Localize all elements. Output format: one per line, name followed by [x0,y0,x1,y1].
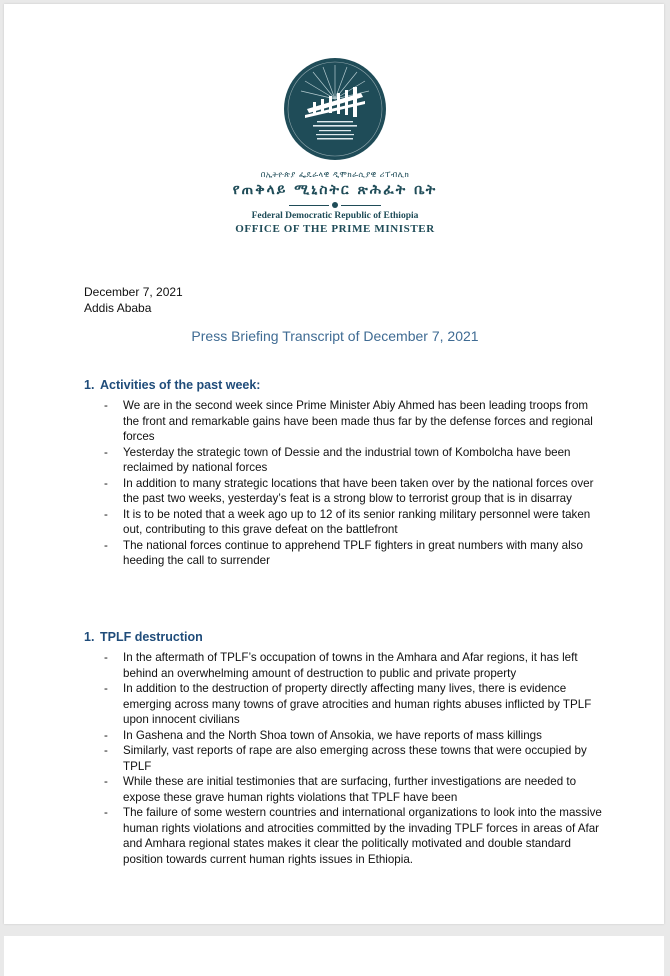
bullet-list [84,398,604,569]
letterhead [0,170,670,235]
section-title: TPLF destruction [100,630,203,644]
list-item: - In addition to the destruction of property directly affecting many lives, there is evidence emerging across many towns of grave atrocities and human rights abuses inflicted by TPLF upon innocent civilians [104,682,592,726]
section-tplf-destruction [84,630,604,867]
letterhead-amharic-line2: የጠቅላይ ሚኒስትር ጽሕፈት ቤት [232,182,438,198]
letterhead-amharic-line1: በኢትዮጵያ ፌዴራላዊ ዲሞክራሲያዊ ሪፐብሊክ [260,170,410,179]
section-number: 1. [84,378,95,392]
list-item: - The failure of some western countries and international organizations to look into the massive human rights violations and atrocities committed by the invading TPLF forces in areas of Afar and Amhara regional states makes it clear the politically motivated and double standard position towards current human rights issues in Ethiopia. [104,806,602,866]
date-block [84,284,183,316]
document-place: Addis Ababa [84,301,152,315]
list-item: - In Gashena and the North Shoa town of Ansokia, we have reports of mass killings [104,728,542,742]
letterhead-country: Federal Democratic Republic of Ethiopia [251,211,419,221]
list-item: - Similarly, vast reports of rape are also emerging across these towns that were occupied by TPLF [104,744,587,773]
next-page-edge [4,936,664,976]
section-heading [84,378,604,392]
section-activities [84,378,604,569]
list-item: - Yesterday the strategic town of Dessie and the industrial town of Kombolcha have been reclaimed by national forces [104,445,571,474]
letterhead-ornament [289,201,381,209]
list-item: - We are in the second week since Prime Minister Abiy Ahmed has been leading troops from the front and remarkable gains have been made thus far by the defense forces and regional forces [104,399,593,443]
document-title: Press Briefing Transcript of December 7, 2021 [191,328,479,344]
list-item: - In the aftermath of TPLF’s occupation of towns in the Amhara and Afar regions, it has left behind an overwhelming amount of destruction to public and private property [104,651,578,680]
list-item: - It is to be noted that a week ago up to 12 of its senior ranking military personnel were taken out, contributing to this grave defeat on the battlefront [104,507,591,536]
list-item: - While these are initial testimonies that are surfacing, further investigations are needed to expose these grave human rights violations that TPLF have been [104,775,577,804]
list-item: - The national forces continue to apprehend TPLF fighters in great numbers with many also heeding the call to surrender [104,538,583,567]
bullet-list [84,650,604,867]
section-title: Activities of the past week: [100,378,261,392]
section-number: 1. [84,630,95,644]
letterhead-office: OFFICE OF THE PRIME MINISTER [235,223,435,235]
office-seal-logo [283,57,387,161]
list-item: - In addition to many strategic locations that have been taken over by the national forces over the past two weeks, yesterday’s feat is a strong blow to terrorist group that is in disarray [104,476,594,505]
document-date: December 7, 2021 [84,285,183,299]
section-heading [84,630,604,644]
